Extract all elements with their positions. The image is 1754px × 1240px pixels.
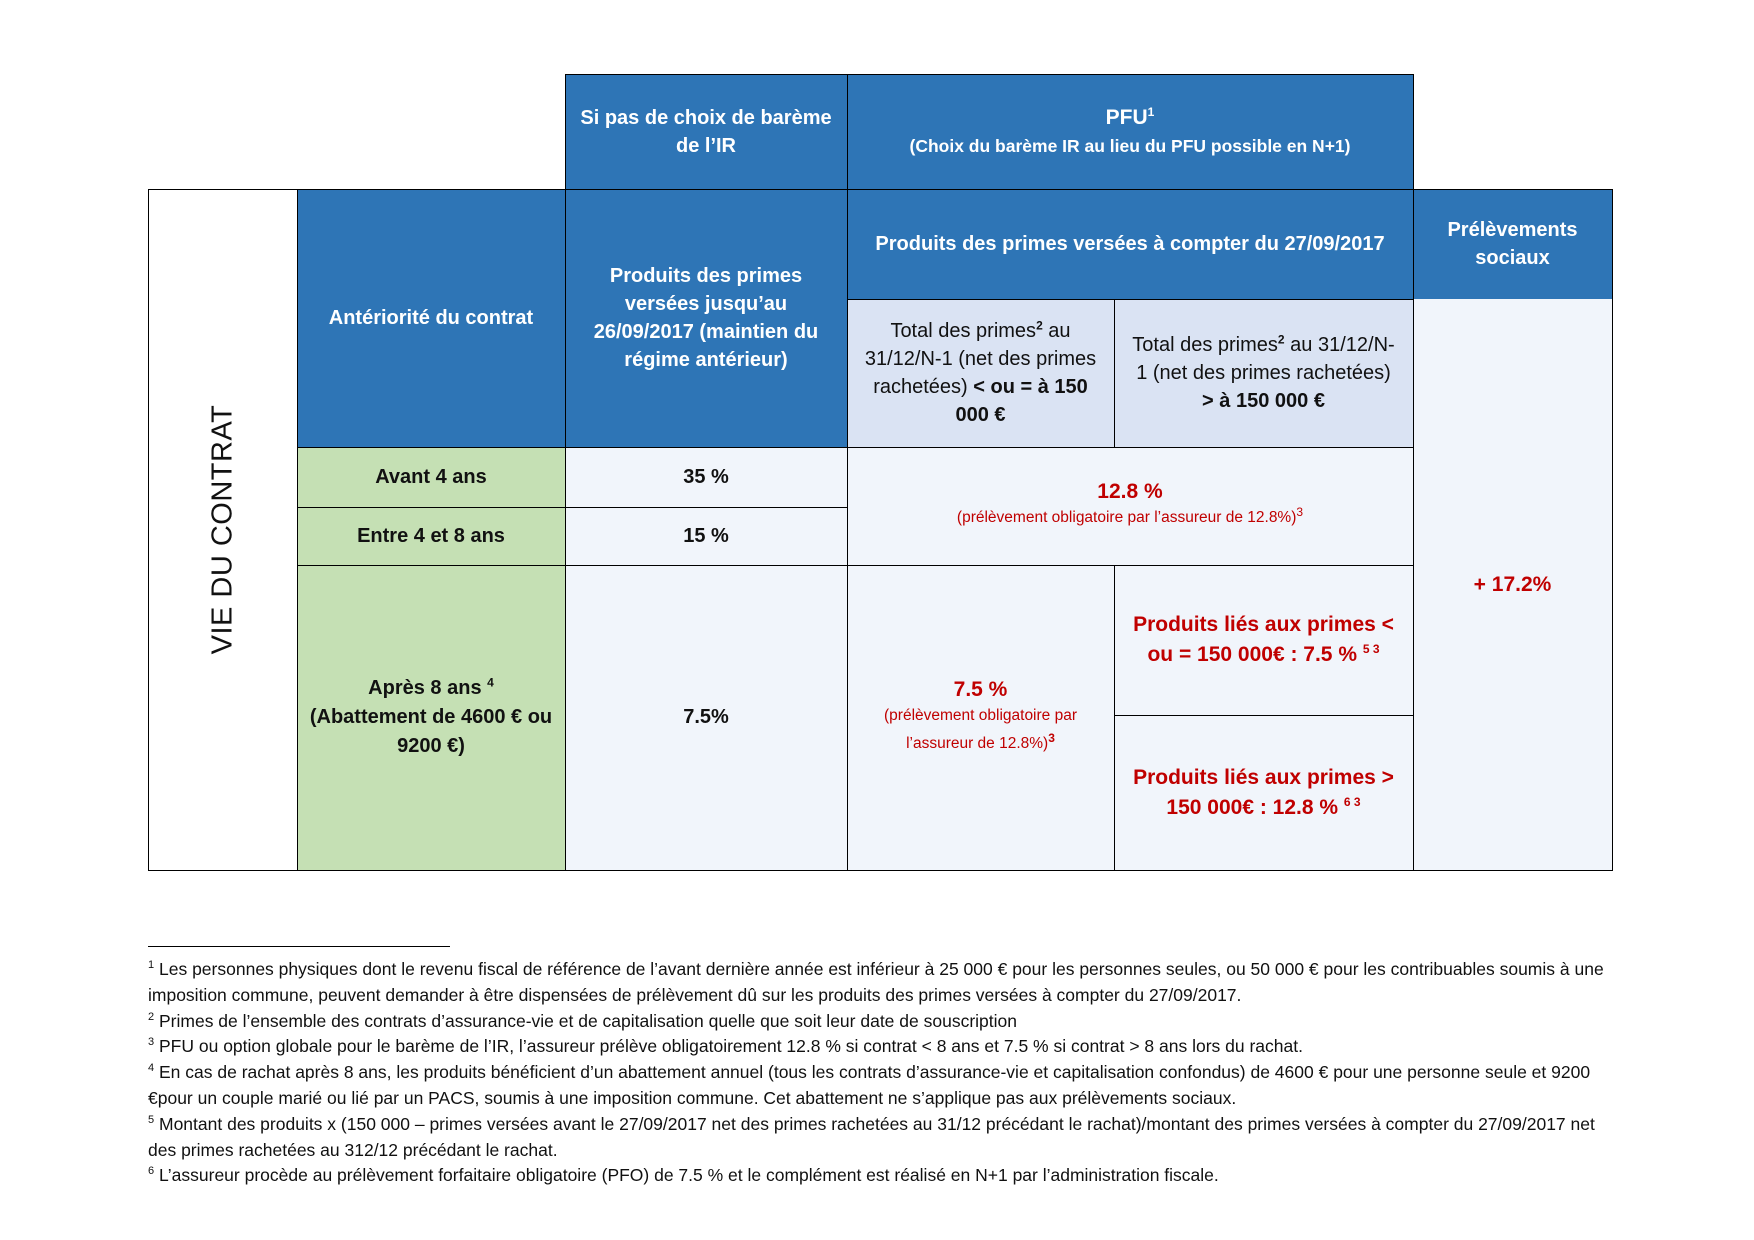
header-bareme bbox=[565, 75, 847, 189]
grid-line bbox=[148, 870, 1613, 871]
footnote-1: $^1$ Les personnes physiques dont le revenu fiscal de référence de l’avant dernière année est inférieur à 25 000 € pour les personnes seules, ou 50 000 € pour les contribuables soumis à une imposition commune, peuvent demander à être dispensées de prélèvement dû sur les produits des primes versées à compter du 27/09/2017. bbox=[148, 959, 1604, 1005]
col-anteriorite: Antériorité du contrat bbox=[297, 189, 565, 447]
col-prelevements: Prélèvements sociaux bbox=[1413, 189, 1612, 299]
grid-line bbox=[565, 74, 1414, 75]
col-total-inf: Total des primes$^2$ au 31/12/N-1 (net des primes rachetées) < ou = à 150 000 € bbox=[847, 299, 1114, 447]
footnote-2: $^2$ Primes de l’ensemble des contrats d’assurance-vie et de capitalisation quelle que soit leur date de souscription bbox=[148, 1010, 1017, 1031]
grid-line bbox=[565, 74, 566, 871]
grid-line bbox=[1114, 715, 1413, 716]
pfu-apres8-rate bbox=[847, 565, 1114, 870]
grid-line bbox=[847, 74, 848, 871]
pfu-merged-note: (prélèvement obligatoire par l’assureur de 12.8%)$^3$ bbox=[956, 504, 1304, 526]
pfu-merged-rate-value: 12.8 % bbox=[1097, 480, 1163, 503]
row-entre4-8-rate: 15 % bbox=[565, 507, 847, 565]
pfu-apres8-note: (prélèvement obligatoire par l’assureur de 12.8%)$^3$ bbox=[884, 706, 1077, 752]
grid-line bbox=[1612, 189, 1613, 871]
col-produits-avant: Produits des primes versées jusqu’au 26/09/2017 (maintien du régime antérieur) bbox=[565, 189, 847, 447]
footnotes bbox=[148, 957, 1618, 1189]
pfu-apres8-rate-value: 7.5 % bbox=[953, 677, 1008, 701]
header-bareme-label: Si pas de choix de barème de l’IR bbox=[580, 107, 832, 157]
footnote-4: $^4$ En cas de rachat après 8 ans, les produits bénéficient d’un abattement annuel (tous les contrats d’assurance-vie et capitalisation confondus) de 4600 € pour une personne seule et 9200 €pour un couple marié ou lié par un PACS, soumis à une imposition commune. Cet abattement ne s’applique pas aux prélèvements sociaux. bbox=[148, 1062, 1591, 1108]
grid-line bbox=[1413, 74, 1414, 871]
grid-line bbox=[297, 507, 847, 508]
footnote-5: $^5$ Montant des produits x (150 000 – primes versées avant le 27/09/2017 net des primes rachetées au 31/12 précédant le rachat)/montant des primes versées à compter du 27/09/2017 net des primes rachetées au 312/12 précédant le rachat. bbox=[148, 1113, 1595, 1160]
social-rate-value: + 17.2% bbox=[1473, 572, 1552, 596]
grid-line bbox=[148, 189, 1613, 190]
pfu-liees-sup: Produits liés aux primes > 150 000€ : 12.8 % $^{6 3}$ bbox=[1114, 715, 1413, 870]
social-rate bbox=[1413, 299, 1612, 870]
pfu-merged-rate bbox=[847, 447, 1413, 565]
col-produits-apres: Produits des primes versées à compter du 27/09/2017 bbox=[847, 189, 1413, 299]
pfu-liees-inf: Produits liés aux primes < ou = 150 000€ : 7.5 % $^{5 3}$ bbox=[1114, 565, 1413, 715]
side-label: VIE DU CONTRAT bbox=[206, 404, 238, 655]
col-total-sup: Total des primes$^2$ au 31/12/N-1 (net des primes rachetées) > à 150 000 € bbox=[1114, 299, 1413, 447]
grid-line bbox=[1114, 565, 1115, 871]
footnote-6: $^6$ L’assureur procède au prélèvement forfaitaire obligatoire (PFO) de 7.5 % et le complément est réalisé en N+1 par l’administration fiscale. bbox=[148, 1165, 1219, 1186]
row-entre4-8-label: Entre 4 et 8 ans bbox=[297, 507, 565, 565]
footnote-3: $^3$ PFU ou option globale pour le barème de l’IR, l’assureur prélève obligatoirement 12.8 % si contrat < 8 ans et 7.5 % si contrat > 8 ans lors du rachat. bbox=[148, 1036, 1303, 1057]
header-pfu-subtitle: (Choix du barème IR au lieu du PFU possible en N+1) bbox=[909, 136, 1351, 156]
side-label-cell bbox=[148, 189, 297, 870]
grid-line bbox=[148, 189, 149, 871]
row-avant4-rate: 35 % bbox=[565, 447, 847, 507]
grid-line bbox=[847, 299, 1413, 300]
row-apres8-label: Après 8 ans $^4$ (Abattement de 4600 € ou 9200 €) bbox=[297, 565, 565, 870]
grid-line bbox=[297, 189, 298, 871]
footnote-separator bbox=[148, 946, 450, 947]
row-apres8-rate: 7.5% bbox=[565, 565, 847, 870]
row-avant4-label: Avant 4 ans bbox=[297, 447, 565, 507]
header-pfu bbox=[847, 75, 1413, 189]
grid-line bbox=[297, 565, 1413, 566]
grid-line bbox=[297, 447, 1413, 448]
grid-line bbox=[1114, 299, 1115, 447]
header-pfu-title: PFU$^1$ bbox=[1105, 105, 1155, 129]
